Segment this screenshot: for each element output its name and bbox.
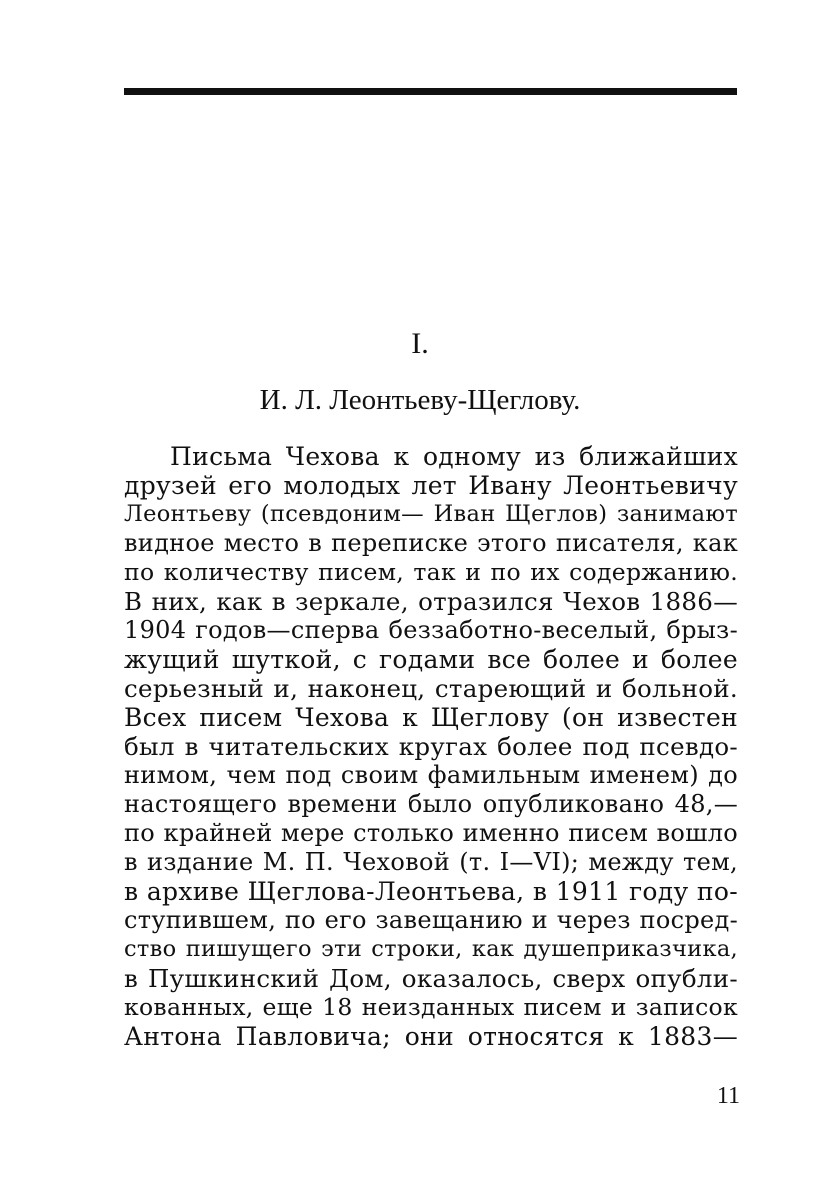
text-line: настоящего времени было опубликовано 48,— xyxy=(124,790,738,818)
text-line: в Пушкинский Дом, оказалось, сверх опубли- xyxy=(124,964,738,993)
text-line: Письма Чехова к одному из ближайших xyxy=(170,442,738,471)
text-line: ство пишущего эти строки, как душеприказчика, xyxy=(124,936,738,962)
text-line: жущий шуткой, с годами все более и более xyxy=(124,645,738,674)
text-line: 1904 годов—сперва беззаботно-веселый, брыз- xyxy=(124,616,738,644)
page-number: 11 xyxy=(716,1083,740,1109)
text-line: друзей его молодых лет Ивану Леонтьевичу xyxy=(124,471,738,500)
text-line: в архиве Щеглова-Леонтьева, в 1911 году по- xyxy=(124,877,738,906)
text-line: кованных, еще 18 неизданных писем и записок xyxy=(124,993,738,1021)
text-line: по крайней мере столько именно писем вошло xyxy=(124,819,738,847)
text-line: нимом, чем под своим фамильным именем) до xyxy=(124,761,738,789)
text-line: в издание М. П. Чеховой (т. I—VI); между тем, xyxy=(124,848,738,876)
text-line: видное место в переписке этого писателя, как xyxy=(124,529,738,557)
top-rule xyxy=(124,88,737,95)
chapter-title: И. Л. Леонтьеву-Щеглову. xyxy=(259,384,581,416)
text-line: по количеству писем, так и по их содержанию. xyxy=(124,558,738,586)
text-line: ступившем, по его завещанию и через посред- xyxy=(124,906,738,934)
text-line: В них, как в зеркале, отразился Чехов 1886— xyxy=(124,587,738,616)
chapter-number: I. xyxy=(411,327,429,360)
text-line: Антона Павловича; они относятся к 1883— xyxy=(124,1022,738,1051)
text-line: Леонтьеву (псевдоним— Иван Щеглов) занимают xyxy=(124,501,738,527)
text-line: был в читательских кругах более под псевдо- xyxy=(124,732,738,761)
body-paragraph xyxy=(124,442,738,1051)
text-line: Всех писем Чехова к Щеглову (он известен xyxy=(124,703,738,732)
text-line: серьезный и, наконец, стареющий и больной. xyxy=(124,674,738,703)
